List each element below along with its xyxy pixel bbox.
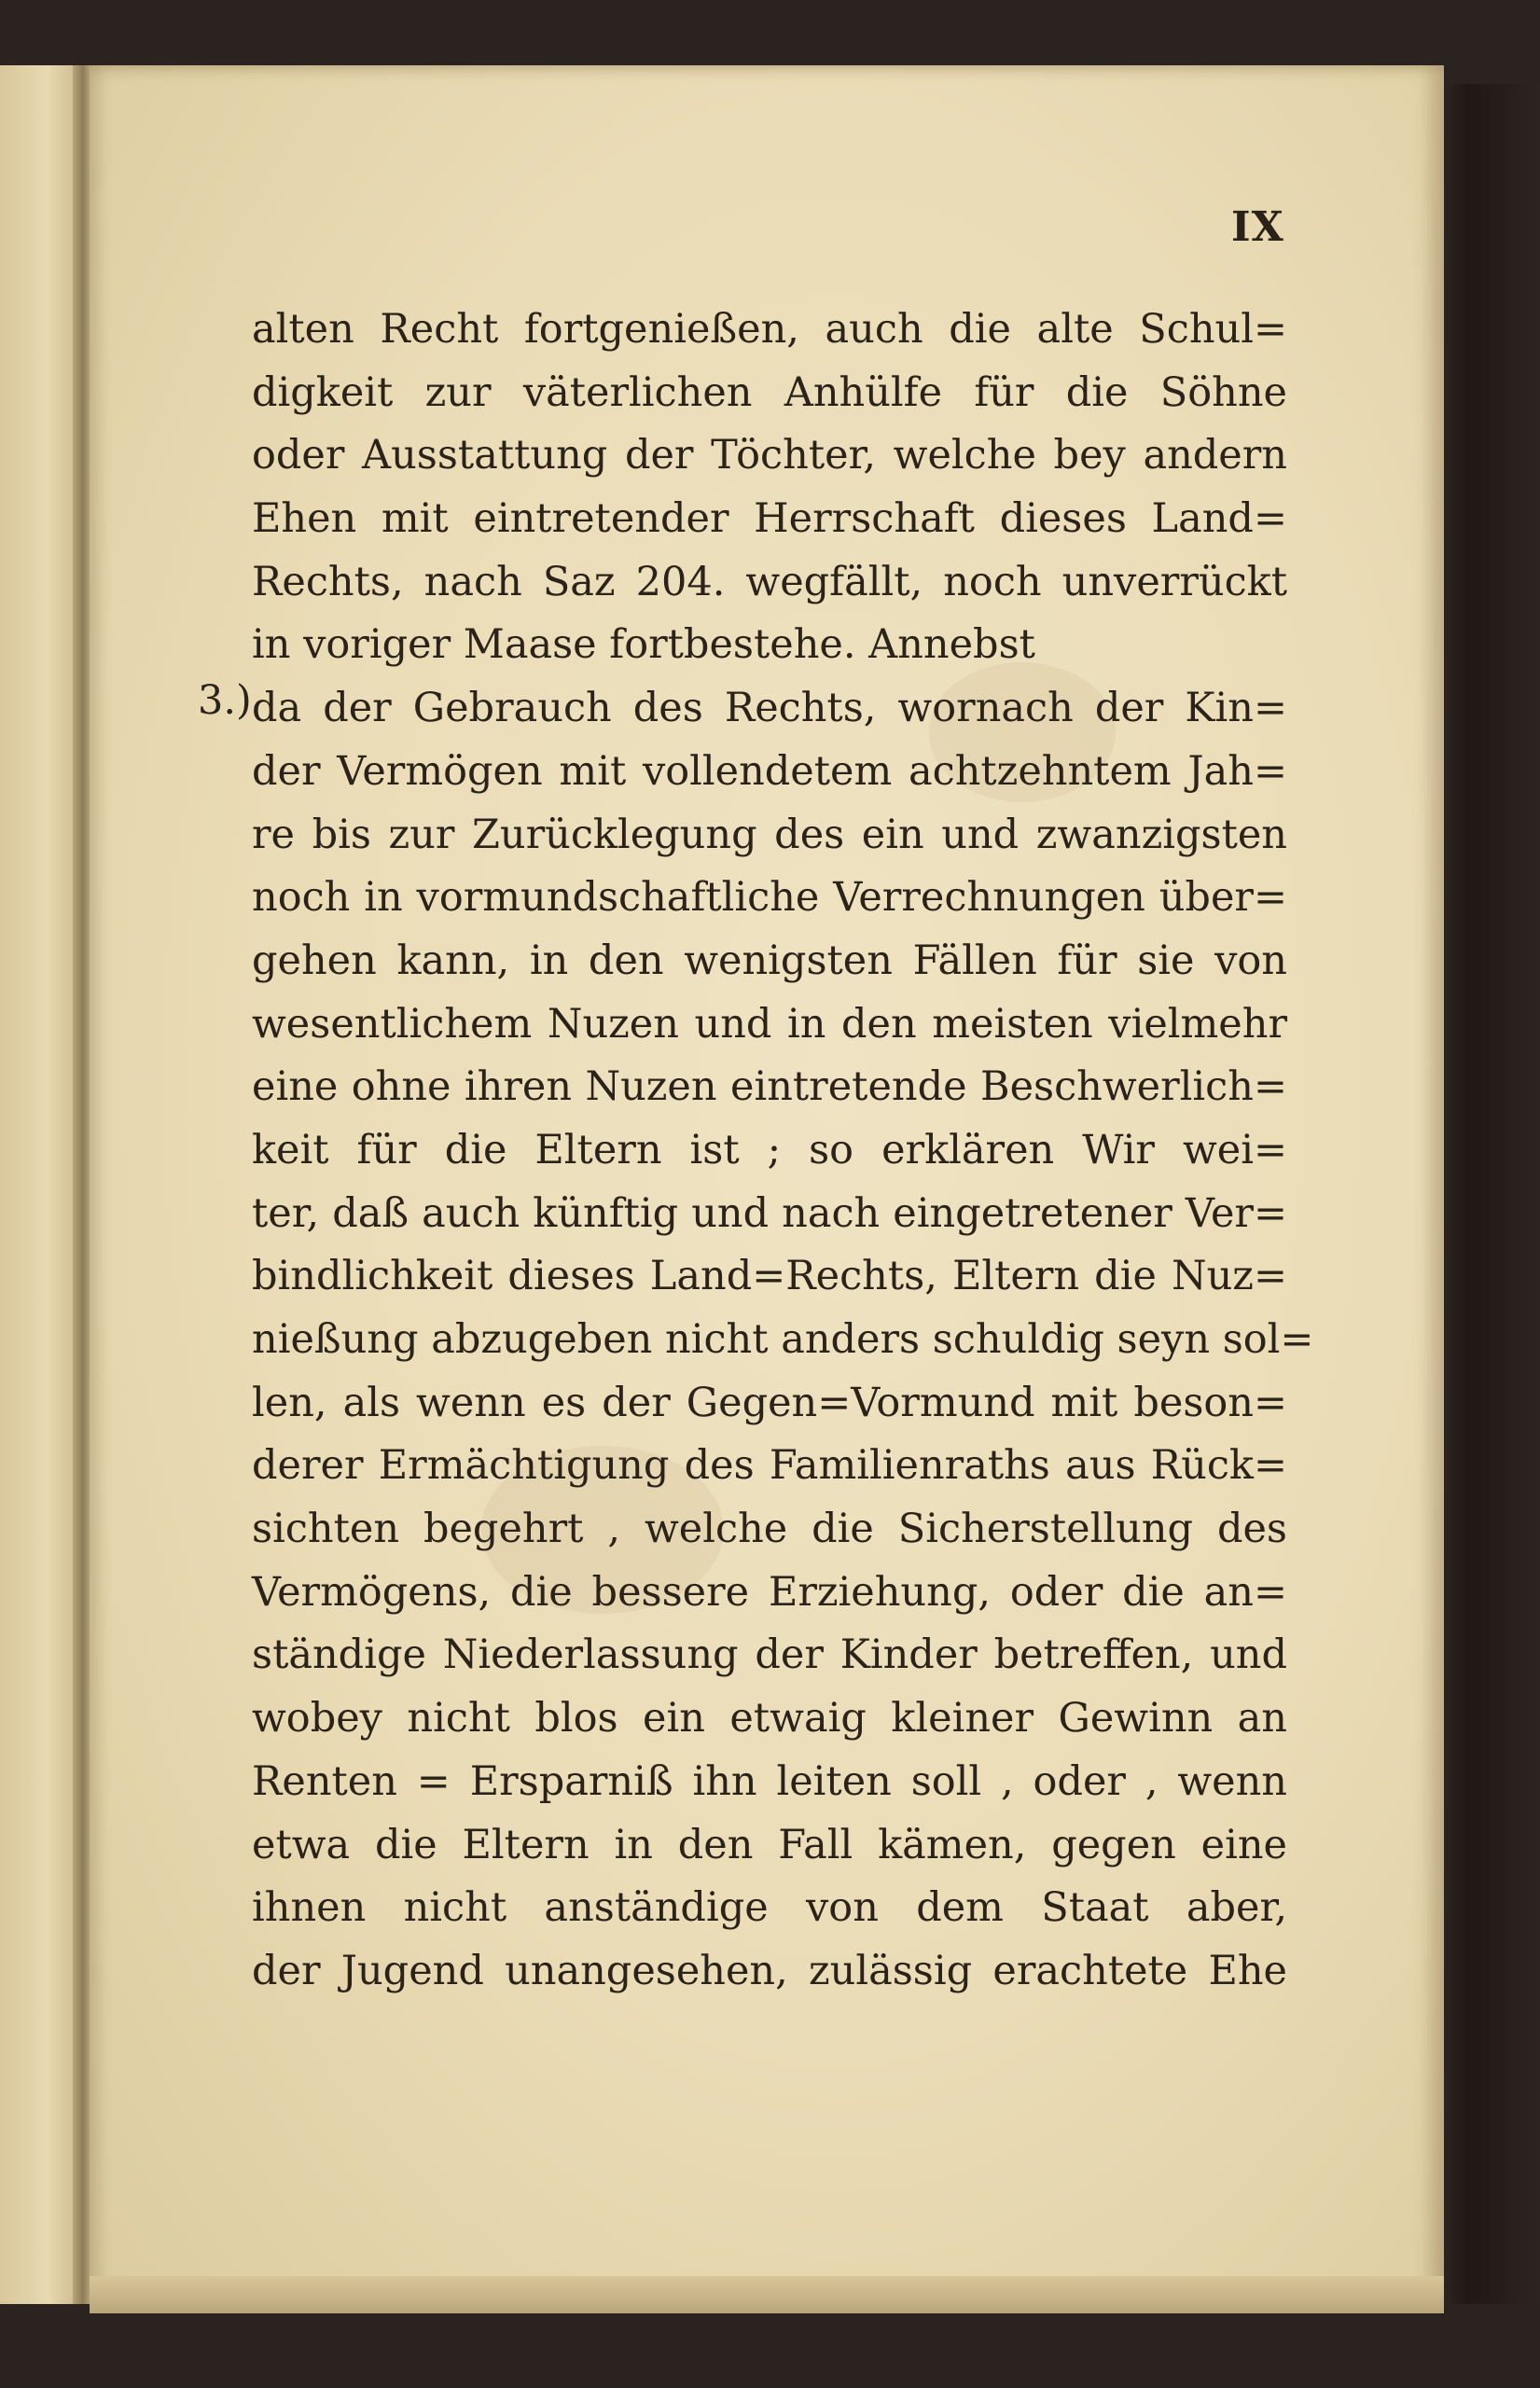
page-number: IX: [1231, 203, 1284, 251]
text-line: ständige Niederlassung der Kinder betreffen, und: [252, 1631, 1287, 1679]
body-text: [198, 298, 1314, 2004]
clause-number: 3.): [198, 677, 252, 725]
text-line: gehen kann, in den wenigsten Fällen für sie von: [252, 937, 1287, 984]
text-line: len, als wenn es der Gegen=Vormund mit beson=: [252, 1379, 1287, 1426]
text-line: nießung abzugeben nicht anders schuldig seyn sol=: [252, 1316, 1314, 1363]
text-line: oder Ausstattung der Töchter, welche bey andern: [252, 432, 1287, 479]
text-line: ihnen nicht anständige von dem Staat aber,: [252, 1884, 1287, 1932]
text-line: der Jugend unangesehen, zulässig erachtete Ehe: [252, 1947, 1287, 1994]
text-line: Rechts, nach Saz 204. wegfällt, noch unverrückt: [252, 558, 1287, 605]
text-line: ter, daß auch künftig und nach eingetretener Ver=: [252, 1189, 1287, 1237]
text-line: da der Gebrauch des Rechts, wornach der Kin=: [252, 685, 1287, 732]
text-line: eine ohne ihren Nuzen eintretende Beschwerlich=: [252, 1063, 1287, 1111]
page-bottom-edge: [90, 2276, 1444, 2313]
text-line: etwa die Eltern in den Fall kämen, gegen eine: [252, 1821, 1287, 1868]
text-line: Renten = Ersparniß ihn leiten soll , oder , wenn: [252, 1757, 1287, 1805]
text-line: Vermögens, die bessere Erziehung, oder die an=: [252, 1568, 1287, 1616]
text-line: re bis zur Zurücklegung des ein und zwanzigsten: [252, 811, 1287, 858]
text-line: alten Recht fortgenießen, auch die alte Schul=: [252, 306, 1287, 353]
text-line: keit für die Eltern ist ; so erklären Wir wei=: [252, 1126, 1287, 1173]
text-line: wobey nicht blos ein etwaig kleiner Gewinn an: [252, 1695, 1287, 1742]
text-line: wesentlichem Nuzen und in den meisten vielmehr: [252, 1000, 1287, 1048]
text-line: Ehen mit eintretender Herrschaft dieses Land=: [252, 495, 1287, 543]
text-line: in voriger Maase fortbestehe. Annebst: [252, 621, 1035, 669]
numbered-clause: [198, 677, 1287, 741]
text-line: sichten begehrt , welche die Sicherstellung des: [252, 1506, 1287, 1553]
text-line: noch in vormundschaftliche Verrechnungen über=: [252, 874, 1287, 922]
facing-page-edge: [0, 65, 80, 2304]
text-line: derer Ermächtigung des Familienraths aus Rück=: [252, 1442, 1287, 1490]
text-line: digkeit zur väterlichen Anhülfe für die Söhne: [252, 368, 1287, 416]
text-line: der Vermögen mit vollendetem achtzehntem Jah=: [252, 747, 1287, 795]
text-line: bindlichkeit dieses Land=Rechts, Eltern die Nuz=: [252, 1253, 1287, 1300]
